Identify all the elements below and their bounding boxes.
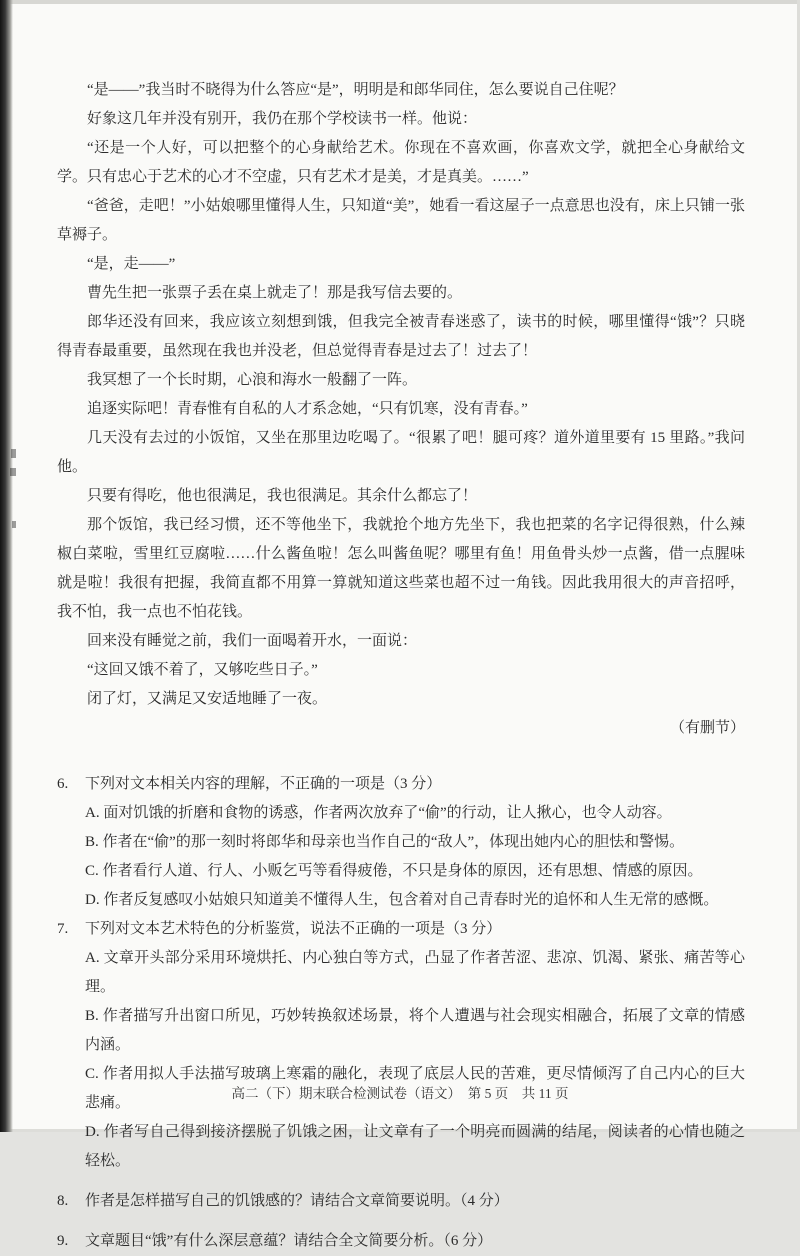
question-stem: 文章题目“饿”有什么深层意蕴？请结合全文简要分析。（6 分） [85, 1233, 493, 1249]
question-6-option-a: A. 面对饥饿的折磨和食物的诱惑，作者两次放弃了“偷”的行动，让人揪心，也令人动容。 [85, 805, 672, 821]
scan-spine-shadow [0, 0, 13, 1132]
passage-paragraph: 追逐实际吧！青春惟有自私的人才系念她，“只有饥寒，没有青春。” [87, 401, 528, 417]
question-7-option-b: B. 作者描写升出窗口所见，巧妙转换叙述场景，将个人遭遇与社会现实相融合，拓展了文章的情感内涵。 [85, 1008, 745, 1053]
passage-paragraph: 好象这几年并没有别开，我仍在那个学校读书一样。他说： [87, 111, 478, 127]
passage-paragraph: “爸爸，走吧！”小姑娘哪里懂得人生，只知道“美”，她看一看这屋子一点意思也没有，床上只铺一张草褥子。 [57, 198, 745, 243]
page-footer: 高二（下）期末联合检测试卷（语文） 第 5 页 共 11 页 [231, 1086, 569, 1101]
passage-paragraph: “这回又饿不着了，又够吃些日子。” [87, 662, 318, 678]
deletion-note: （有删节） [669, 720, 745, 736]
scan-artifact [11, 449, 16, 458]
question-stem: 下列对文本艺术特色的分析鉴赏，说法不正确的一项是（3 分） [85, 921, 502, 937]
question-6-option-d: D. 作者反复感叹小姑娘只知道美不懂得人生，包含着对自己青春时光的追怀和人生无常的感慨。 [85, 892, 719, 908]
passage-paragraph: “还是一个人好，可以把整个的心身献给艺术。你现在不喜欢画，你喜欢文学，就把全心身献给文学。只有忠心于艺术的心才不空虚，只有艺术才是美，才是真美。……” [57, 140, 745, 185]
passage-paragraph: 只要有得吃，他也很满足，我也很满足。其余什么都忘了！ [87, 488, 478, 504]
passage-paragraph: 闭了灯，又满足又安适地睡了一夜。 [87, 691, 328, 707]
question-stem: 作者是怎样描写自己的饥饿感的？请结合文章简要说明。（4 分） [85, 1193, 509, 1209]
reading-passage [57, 76, 745, 743]
question-9 [57, 1227, 745, 1256]
question-number: 9. [57, 1233, 69, 1249]
question-7 [57, 915, 745, 1176]
scan-edge-top [0, 0, 800, 4]
passage-paragraph: 回来没有睡觉之前，我们一面喝着开水，一面说： [87, 633, 418, 649]
question-number: 7. [57, 921, 69, 937]
page-content [57, 76, 745, 1256]
question-6-option-b: B. 作者在“偷”的那一刻时将郎华和母亲也当作自己的“敌人”，体现出她内心的胆怯和警惕。 [85, 834, 685, 850]
scan-artifact [12, 521, 16, 528]
passage-paragraph: 我冥想了一个长时期，心浪和海水一般翻了一阵。 [87, 372, 418, 388]
passage-paragraph: 那个饭馆，我已经习惯，还不等他坐下，我就抢个地方先坐下，我也把菜的名字记得很熟，什么辣椒白菜啦，雪里红豆腐啦……什么酱鱼啦！怎么叫酱鱼呢？哪里有鱼！用鱼骨头炒一点酱，借一点腥味就是啦！我很有把握，我简直都不用算一算就知道这些菜也超不过一角钱。因此我用很大的声音招呼，我不怕，我一点也不怕花钱。 [57, 517, 745, 620]
question-8 [57, 1187, 745, 1216]
question-stem: 下列对文本相关内容的理解，不正确的一项是（3 分） [85, 776, 442, 792]
passage-paragraph: “是，走——” [87, 256, 176, 272]
scan-artifact [10, 468, 16, 476]
question-number: 6. [57, 776, 69, 792]
question-6 [57, 770, 745, 915]
passage-paragraph: 曹先生把一张票子丢在桌上就走了！那是我写信去要的。 [87, 285, 463, 301]
question-number: 8. [57, 1193, 69, 1209]
passage-paragraph: 几天没有去过的小饭馆，又坐在那里边吃喝了。“很累了吧！腿可疼？道外道里要有 15 里路。”我问他。 [57, 430, 745, 475]
passage-paragraph: 郎华还没有回来，我应该立刻想到饿，但我完全被青春迷惑了，读书的时候，哪里懂得“饿”？只晓得青春最重要，虽然现在我也并没老，但总觉得青春是过去了！过去了！ [57, 314, 745, 359]
question-7-option-a: A. 文章开头部分采用环境烘托、内心独白等方式，凸显了作者苦涩、悲凉、饥渴、紧张、痛苦等心理。 [85, 950, 745, 995]
question-6-option-c: C. 作者看行人道、行人、小贩乞丐等看得疲倦，不只是身体的原因，还有思想、情感的原因。 [85, 863, 703, 879]
question-section [57, 770, 745, 1256]
passage-paragraph: “是——”我当时不晓得为什么答应“是”，明明是和郎华同住，怎么要说自己住呢？ [87, 82, 624, 98]
question-7-option-c: C. 作者用拟人手法描写玻璃上寒霜的融化，表现了底层人民的苦难，更尽情倾泻了自己内心的巨大悲痛。 [85, 1066, 745, 1111]
question-7-option-d: D. 作者写自己得到接济摆脱了饥饿之困，让文章有了一个明亮而圆满的结尾，阅读者的心情也随之轻松。 [85, 1124, 745, 1169]
